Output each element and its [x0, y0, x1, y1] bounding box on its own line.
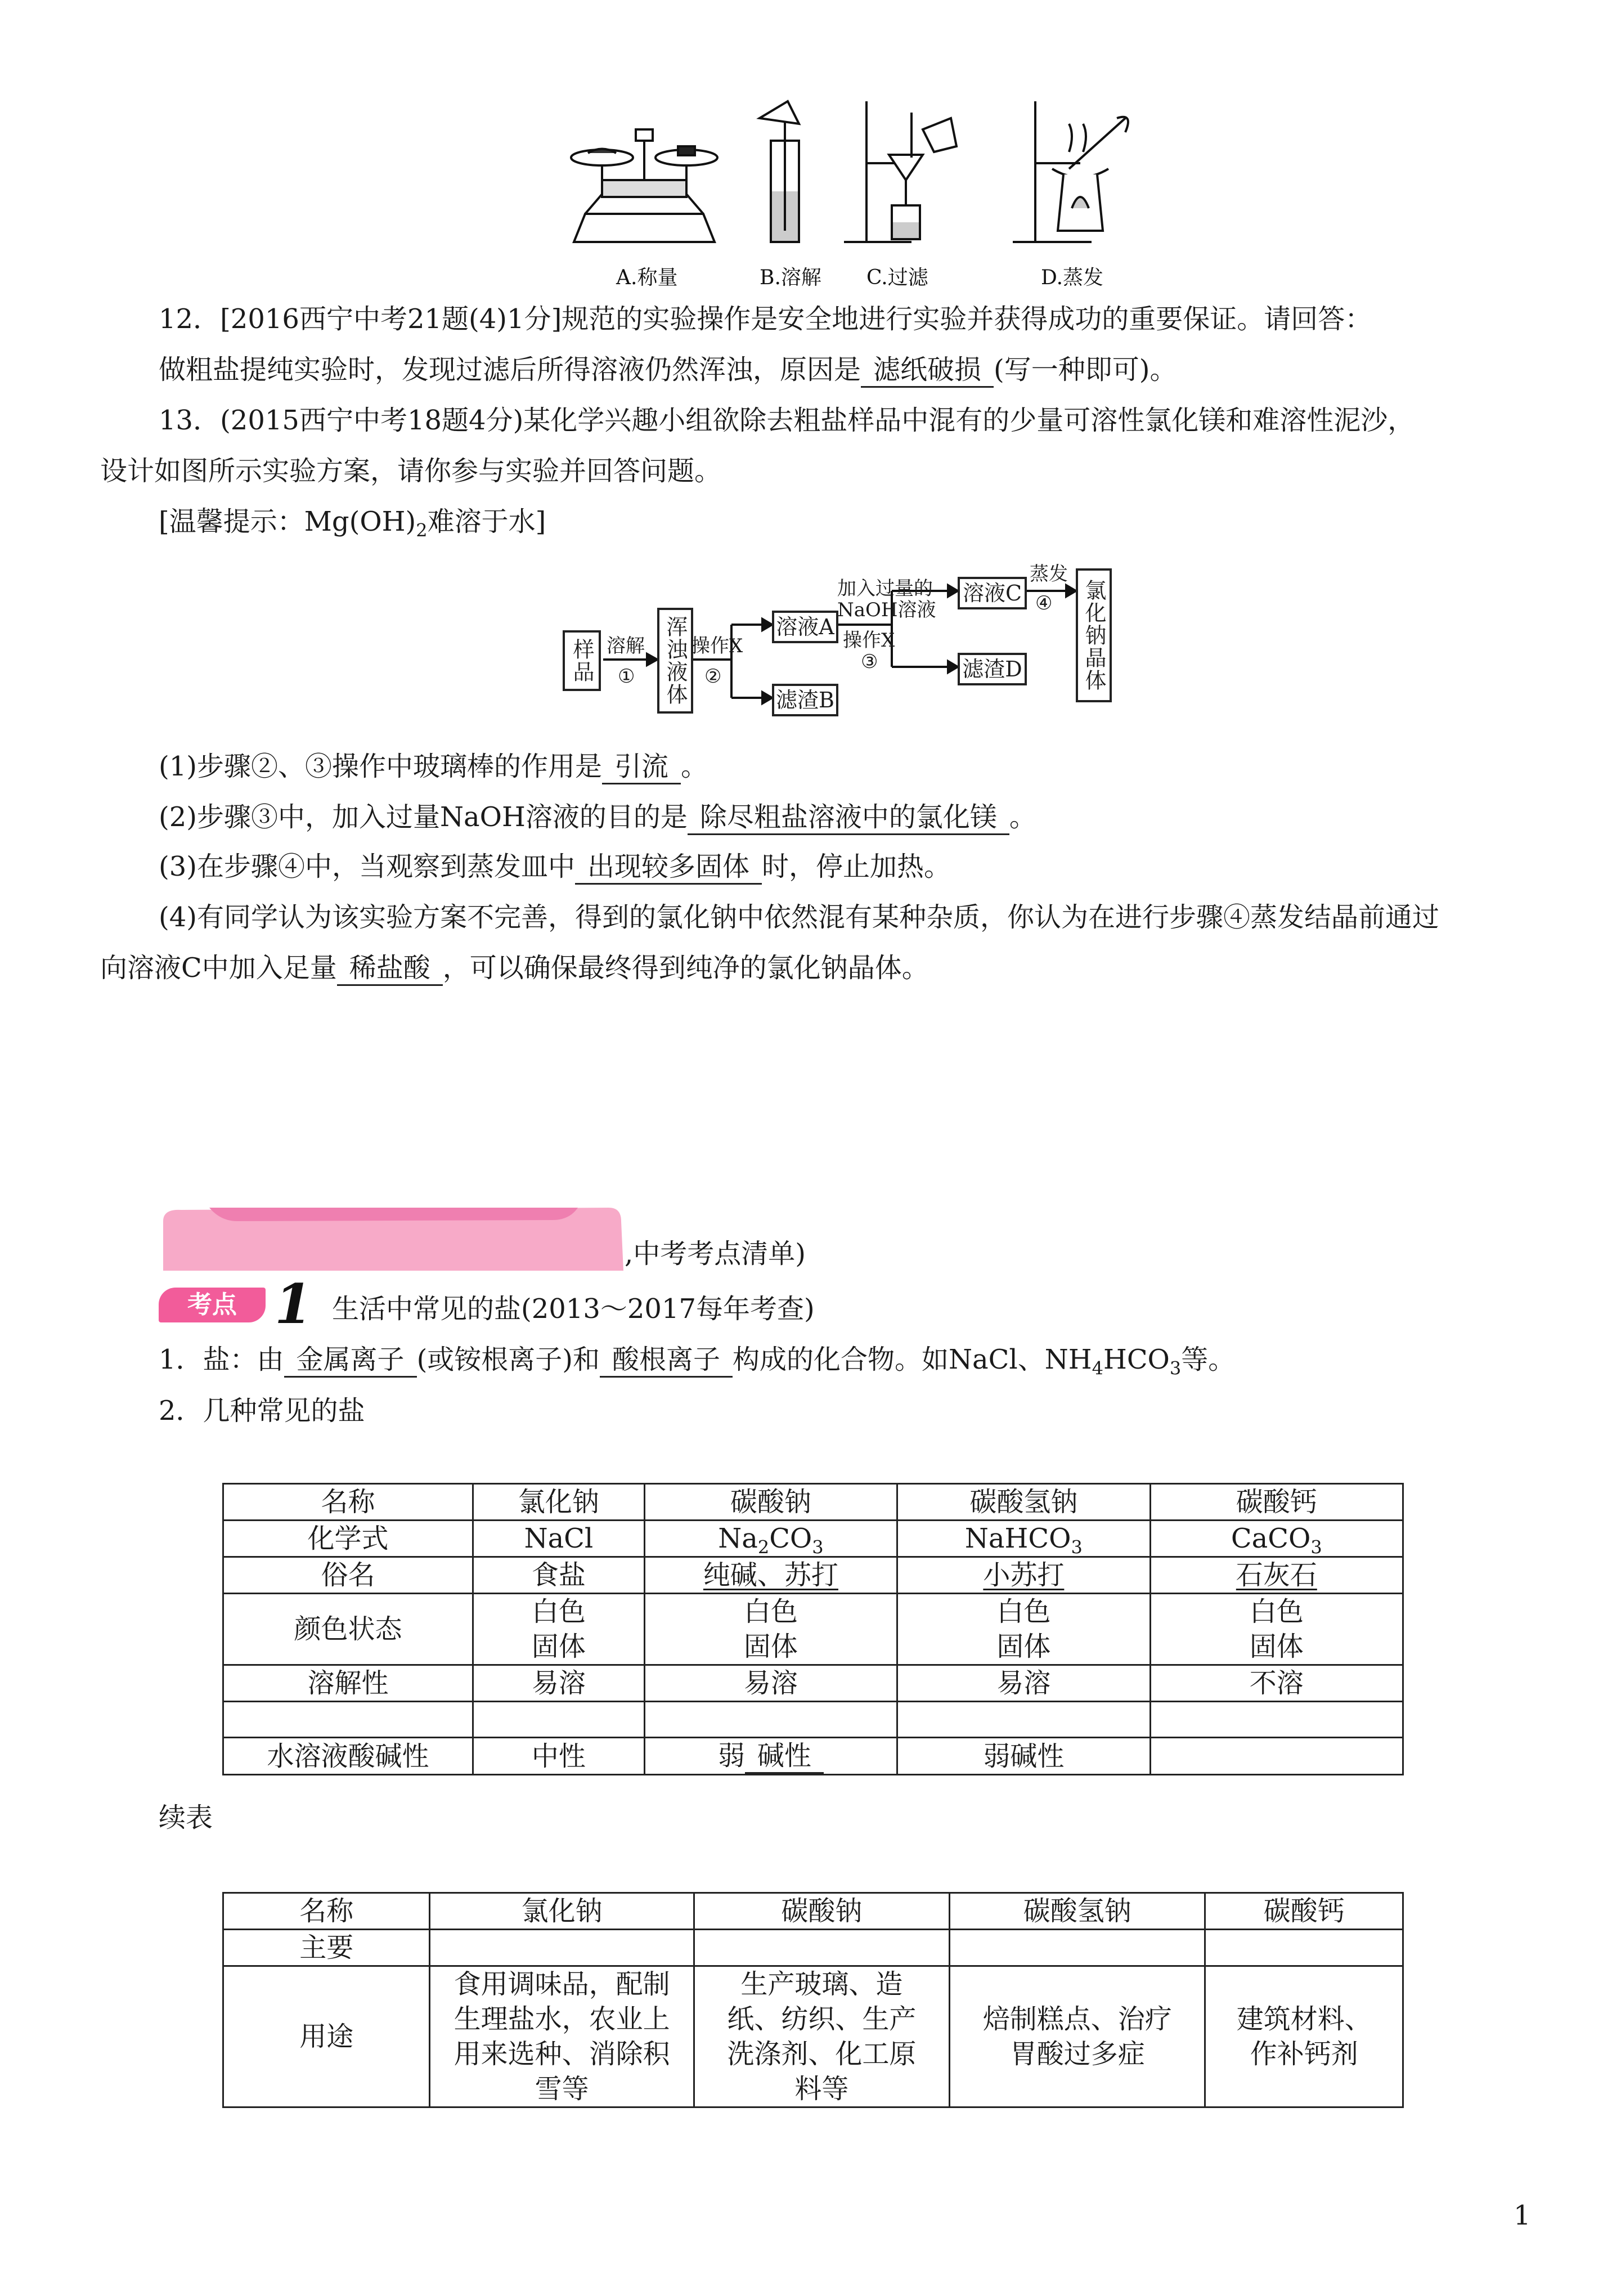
- dissolve-apparatus: [760, 101, 799, 242]
- table-cell: 易溶: [897, 1665, 1150, 1702]
- salt-def-blank-1[interactable]: 金属离子: [284, 1343, 417, 1378]
- answer-4-line2: 向溶液C中加入足量 稀盐酸 ，可以确保最终得到纯净的氯化钠晶体。: [100, 950, 929, 986]
- table-header-cell: 碳酸钙: [1205, 1893, 1403, 1930]
- table-cell: 弱 碱性: [644, 1738, 897, 1775]
- table-row: [223, 1930, 1403, 1966]
- table-cell: 白色 固体: [644, 1594, 897, 1665]
- common-salts-heading: 2．几种常见的盐: [159, 1395, 365, 1427]
- table-cell: [430, 1930, 694, 1966]
- table-cell: 白色 固体: [1150, 1594, 1403, 1665]
- table-row: [223, 1521, 1403, 1557]
- table-cell: [1150, 1738, 1403, 1775]
- row-label: 主要: [223, 1930, 430, 1966]
- caption-dissolve: B.溶解: [760, 266, 821, 289]
- table-cell: 弱碱性: [897, 1738, 1150, 1775]
- table-cell: 易溶: [644, 1665, 897, 1702]
- table-header-cell: 碳酸氢钠: [897, 1484, 1150, 1521]
- q13-hint: [温馨提示：$Mg(OH)_2$难溶于水]: [159, 506, 546, 541]
- table-row: [223, 1702, 1403, 1738]
- flow-nacl-crystal-box: 氯化钠晶体: [1076, 568, 1112, 702]
- table-cell: [1150, 1702, 1403, 1738]
- use-cell: 生产玻璃、造 纸、纺织、生产 洗涤剂、化工原 料等: [694, 1966, 949, 2107]
- flow-residue-b-box: 滤渣B: [772, 684, 838, 716]
- lab-apparatus-drawing: [563, 96, 1142, 298]
- lab-apparatus-figure: [563, 96, 1142, 298]
- flow-sample-box: 样品: [563, 630, 601, 691]
- table-row: [223, 1966, 1403, 2107]
- table-cell: 不溶: [1150, 1665, 1403, 1702]
- table-row: [223, 1594, 1403, 1665]
- table-row: [223, 1484, 1403, 1521]
- caption-filter: C.过滤: [866, 266, 928, 289]
- table-header-cell: 碳酸钠: [644, 1484, 897, 1521]
- section-title: ,中考考点清单): [625, 1238, 806, 1270]
- table-row: [223, 1557, 1403, 1594]
- evaporate-apparatus: [1013, 101, 1128, 242]
- table-row: [223, 1738, 1403, 1775]
- flow-label-evaporate: 蒸发: [1030, 563, 1068, 585]
- flow-label-dissolve: 溶解: [607, 635, 645, 657]
- flow-diagram: [563, 557, 1120, 732]
- section-banner: [159, 1204, 626, 1272]
- flow-label-step4: ④: [1035, 592, 1053, 615]
- answer-2: (2)步骤③中，加入过量NaOH溶液的目的是 除尽粗盐溶液中的氯化镁 。: [159, 799, 1036, 835]
- answer-4-blank[interactable]: 稀盐酸: [337, 952, 443, 986]
- table-header-cell: 氯化钠: [430, 1893, 694, 1930]
- table-cell: 食盐: [473, 1557, 645, 1594]
- kaodian-number: 1: [275, 1272, 312, 1336]
- flow-label-add-naoh-1: 加入过量的: [837, 577, 933, 600]
- row-label: 用途: [223, 1966, 430, 2107]
- use-cell: 焙制糕点、治疗 胃酸过多症: [950, 1966, 1205, 2107]
- table-cell: [1205, 1930, 1403, 1966]
- table-cell: 白色 固体: [473, 1594, 645, 1665]
- answer-4-line1: (4)有同学认为该实验方案不完善，得到的氯化钠中依然混有某种杂质，你认为在进行步骤④蒸发结晶前通过: [159, 902, 1439, 933]
- salt-def-blank-2[interactable]: 酸根离子: [600, 1343, 733, 1378]
- flow-solution-c-box: 溶液C: [958, 577, 1027, 609]
- table-cell: 纯碱、苏打: [644, 1557, 897, 1594]
- table-header-cell: 名称: [223, 1893, 430, 1930]
- row-label: 水溶液酸碱性: [223, 1738, 473, 1775]
- salt-table-1: [222, 1483, 1404, 1775]
- row-label: 溶解性: [223, 1665, 473, 1702]
- formula-cell: NaHCO$_3$: [897, 1521, 1150, 1557]
- table-cell: [694, 1930, 949, 1966]
- page-number: 1: [1514, 2200, 1531, 2231]
- use-cell: 建筑材料、 作补钙剂: [1205, 1966, 1403, 2107]
- answer-3-blank[interactable]: 出现较多固体: [575, 850, 762, 885]
- q13-line1: 13．(2015西宁中考18题4分)某化学兴趣小组欲除去粗盐样品中混有的少量可溶性氯化镁和难溶性泥沙，: [159, 405, 1415, 436]
- balance-apparatus: [571, 129, 717, 242]
- table-header-cell: 氯化钠: [473, 1484, 645, 1521]
- answer-1-blank[interactable]: 引流: [602, 750, 681, 784]
- row-label: 化学式: [223, 1521, 473, 1557]
- flow-label-step3: ③: [861, 651, 878, 673]
- acidity-blank[interactable]: 碱性: [745, 1739, 824, 1774]
- flow-solution-a-box: 溶液A: [772, 611, 838, 643]
- answer-3: (3)在步骤④中，当观察到蒸发皿中 出现较多固体 时，停止加热。: [159, 849, 951, 885]
- formula-cell: CaCO$_3$: [1150, 1521, 1403, 1557]
- table-header-cell: 名称: [223, 1484, 473, 1521]
- filter-apparatus: [844, 101, 957, 242]
- flow-label-step1: ①: [618, 665, 635, 688]
- formula-cell: NaCl: [473, 1521, 645, 1557]
- table-row: [223, 1893, 1403, 1930]
- table-cell: 石灰石: [1150, 1557, 1403, 1594]
- salt-table-2: [222, 1892, 1404, 2108]
- table-cell: 中性: [473, 1738, 645, 1775]
- salt-definition: 1．盐：由 金属离子 (或铵根离子)和 酸根离子 构成的化合物。如NaCl、$NH_4HCO_3$等。: [159, 1344, 1236, 1379]
- table-header-cell: 碳酸钙: [1150, 1484, 1403, 1521]
- caption-weigh: A.称量: [616, 266, 678, 289]
- flow-label-step2: ②: [704, 665, 722, 688]
- flow-label-add-naoh-2: NaOH溶液: [837, 599, 936, 621]
- flow-label-opx1: 操作X: [691, 635, 743, 657]
- q12-answer-blank[interactable]: 滤纸破损: [861, 353, 994, 388]
- table-cell: [950, 1930, 1205, 1966]
- table-row: [223, 1665, 1403, 1702]
- table-header-cell: 碳酸氢钠: [950, 1893, 1205, 1930]
- caption-evaporate: D.蒸发: [1041, 266, 1104, 289]
- q13-line2: 设计如图所示实验方案，请你参与实验并回答问题。: [100, 455, 722, 487]
- table-cell: 小苏打: [897, 1557, 1150, 1594]
- table-cell: [473, 1702, 645, 1738]
- formula-cell: $Na_2CO_3$: [644, 1521, 897, 1557]
- table-cell: [644, 1702, 897, 1738]
- flow-residue-d-box: 滤渣D: [958, 653, 1027, 685]
- table-cell: [897, 1702, 1150, 1738]
- row-label: 颜色状态: [223, 1594, 473, 1665]
- row-label: 俗名: [223, 1557, 473, 1594]
- use-cell: 食用调味品，配制 生理盐水，农业上 用来选种、消除积 雪等: [430, 1966, 694, 2107]
- flow-turbid-box: 浑浊液体: [657, 608, 693, 714]
- kaodian-badge: 考点: [159, 1288, 266, 1322]
- table-header-cell: 碳酸钠: [694, 1893, 949, 1930]
- answer-2-blank[interactable]: 除尽粗盐溶液中的氯化镁: [688, 801, 1009, 835]
- table-cell: 白色 固体: [897, 1594, 1150, 1665]
- kaodian-topic: 生活中常见的盐(2013～2017每年考查): [332, 1293, 815, 1325]
- q12-line1: 12．[2016西宁中考21题(4)1分]规范的实验操作是安全地进行实验并获得成功的重要保证。请回答：: [159, 303, 1372, 335]
- q12-line2: 做粗盐提纯实验时，发现过滤后所得溶液仍然浑浊，原因是 滤纸破损 (写一种即可)。: [159, 352, 1177, 388]
- table-cell: 易溶: [473, 1665, 645, 1702]
- continued-label: 续表: [159, 1802, 213, 1833]
- table-cell: [223, 1702, 473, 1738]
- answer-1: (1)步骤②、③操作中玻璃棒的作用是 引流 。: [159, 748, 708, 784]
- flow-label-opx2: 操作X: [843, 629, 895, 652]
